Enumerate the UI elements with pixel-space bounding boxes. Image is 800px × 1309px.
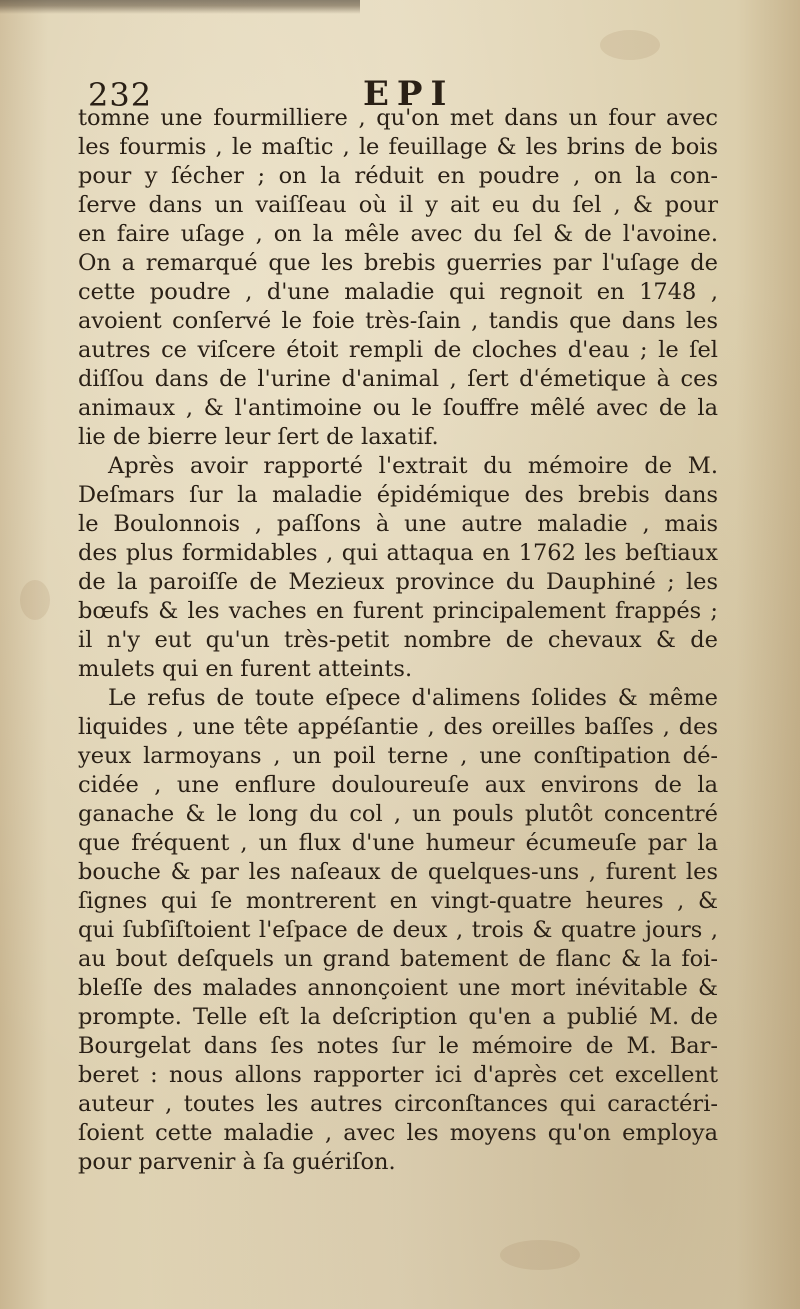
text-line: bleſſe des malades annonçoient une mort inévitable & [78, 975, 718, 1001]
paragraph-start-line: Le refus de toute eſpece d'alimens ſolides & même [108, 685, 718, 711]
text-line: tomne une fourmilliere , qu'on met dans un four avec [78, 105, 718, 131]
text-line: avoient conſervé le foie très-ſain , tandis que dans les [78, 308, 718, 334]
paper-stain [500, 1240, 580, 1270]
paper-stain [600, 30, 660, 60]
text-line: ſignes qui ſe montrerent en vingt-quatre heures , & [78, 888, 718, 914]
text-line: cette poudre , d'une maladie qui regnoit en 1748 , [78, 279, 718, 305]
text-line: pour parvenir à ſa guériſon. [78, 1149, 396, 1175]
text-line: bœufs & les vaches en furent principalement frappés ; [78, 598, 718, 624]
text-line: ſoient cette maladie , avec les moyens qu'on employa [78, 1120, 718, 1146]
text-line: en faire uſage , on la mêle avec du ſel & de l'avoine. [78, 221, 718, 247]
text-line: yeux larmoyans , un poil terne , une conſtipation dé- [78, 743, 718, 769]
text-line: liquides , une tête appéſantie , des oreilles baſſes , des [78, 714, 718, 740]
text-line: de la paroiſſe de Mezieux province du Dauphiné ; les [78, 569, 718, 595]
running-title: EPI [363, 74, 455, 114]
text-line: lie de bierre leur ſert de laxatif. [78, 424, 439, 450]
text-line: mulets qui en furent atteints. [78, 656, 413, 682]
text-line: ganache & le long du col , un pouls plutôt concentré [78, 801, 718, 827]
text-line: On a remarqué que les brebis guerries par l'uſage de [78, 250, 718, 276]
text-line: autres ce viſcere étoit rempli de cloches d'eau ; le ſel [78, 337, 718, 363]
text-line: il n'y eut qu'un très-petit nombre de chevaux & de [78, 627, 718, 653]
text-line: que fréquent , un flux d'une humeur écumeuſe par la [78, 830, 718, 856]
text-line: auteur , toutes les autres circonſtances qui caractéri- [78, 1091, 718, 1117]
text-line: ſerve dans un vaiſſeau où il y ait eu du ſel , & pour [78, 192, 718, 218]
text-line: cidée , une enflure douloureuſe aux environs de la [78, 772, 718, 798]
paper-stain [20, 580, 50, 620]
text-line: animaux , & l'antimoine ou le ſouffre mêlé avec de la [78, 395, 718, 421]
text-line: des plus formidables , qui attaqua en 1762 les beſtiaux [78, 540, 718, 566]
text-line: diſſou dans de l'urine d'animal , ſert d'émetique à ces [78, 366, 718, 392]
text-line: au bout deſquels un grand batement de flanc & la foi- [78, 946, 718, 972]
top-edge-shadow [0, 0, 360, 14]
text-line: qui ſubſiſtoient l'eſpace de deux , trois & quatre jours , [78, 917, 718, 943]
paragraph-start-line: Après avoir rapporté l'extrait du mémoire de M. [108, 453, 718, 479]
body-text [78, 104, 718, 1177]
text-line: beret : nous allons rapporter ici d'après cet excellent [78, 1062, 718, 1088]
text-line: prompte. Telle eſt la deſcription qu'en a publié M. de [78, 1004, 718, 1030]
text-line: les fourmis , le maſtic , le feuillage & les brins de bois [78, 134, 718, 160]
text-line: le Boulonnois , paſſons à une autre maladie , mais [78, 511, 718, 537]
page-number: 232 [88, 76, 153, 114]
text-line: Bourgelat dans ſes notes ſur le mémoire de M. Bar- [78, 1033, 718, 1059]
text-line: Deſmars ſur la maladie épidémique des brebis dans [78, 482, 718, 508]
text-line: pour y ſécher ; on la réduit en poudre , on la con- [78, 163, 718, 189]
text-line: bouche & par les naſeaux de quelques-uns , furent les [78, 859, 718, 885]
